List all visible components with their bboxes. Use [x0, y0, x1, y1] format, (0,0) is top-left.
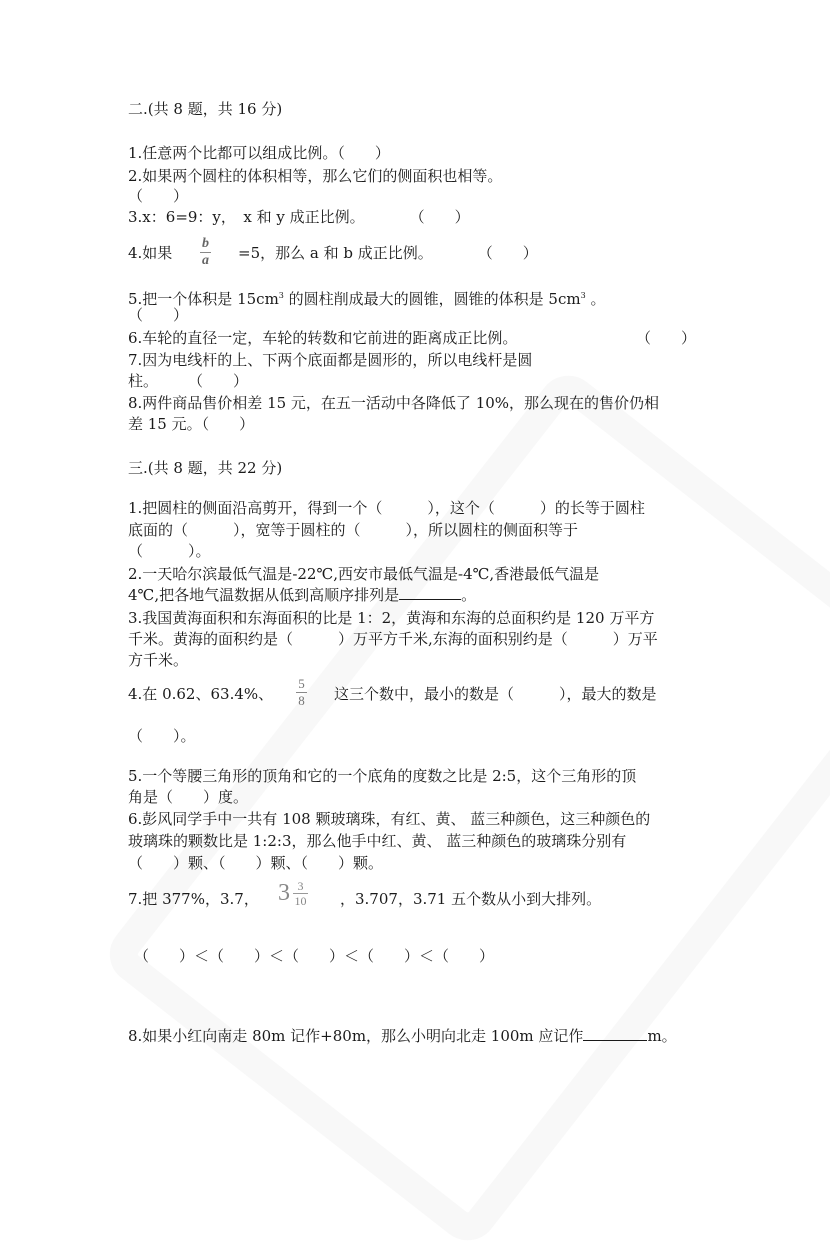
- q2-text: 4℃,把各地气温数据从低到高顺序排列是: [128, 586, 400, 604]
- answer-blank[interactable]: [583, 1026, 647, 1041]
- s2-question-5-line2: （ ）: [128, 306, 189, 324]
- s2-question-6: 6.车轮的直径一定，车轮的转数和它前进的距离成正比例。: [128, 329, 518, 347]
- q8-text: 8.如果小红向南走 80m 记作+80m，那么小明向北走 100m 应记作: [128, 1027, 584, 1045]
- s2-question-5-line1: [128, 285, 605, 310]
- s2-question-8-line1: 8.两件商品售价相差 15 元，在五一活动中各降低了 10%，那么现在的售价仍相: [128, 394, 660, 412]
- s2-question-4-suffix: =5，那么 a 和 b 成正比例。 （ ）: [238, 244, 538, 262]
- s2-question-7-line2: 柱。 （ ）: [128, 372, 249, 390]
- s3-question-6-line3: （ ）颗、（ ）颗、（ ）颗。: [128, 854, 384, 872]
- s3-question-3-line1: 3.我国黄海面积和东海面积的比是 1：2，黄海和东海的总面积约是 120 万平方: [128, 609, 655, 627]
- s3-question-1-line3: （ ）。: [128, 542, 211, 560]
- section-3-heading: 三.(共 8 题，共 22 分): [128, 459, 283, 477]
- s2-question-7-line1: 7.因为电线杆的上、下两个底面都是圆形的，所以电线杆是圆: [128, 351, 533, 369]
- s3-question-7-suffix: ，3.707，3.71 五个数从小到大排列。: [340, 890, 602, 908]
- fraction-numerator: 3: [297, 879, 304, 893]
- q5-sup-2: 3: [580, 291, 586, 300]
- fraction-numerator: 5: [298, 676, 305, 691]
- q8-unit: m。: [647, 1027, 677, 1045]
- mixed-fraction: [293, 880, 308, 907]
- s2-question-2-line2: （ ）: [128, 187, 189, 205]
- s3-question-4-suffix: 这三个数中，最小的数是（ ），最大的数是: [334, 685, 657, 703]
- s3-question-6-line2: 玻璃珠的颗数比是 1:2:3，那么他手中红、黄、 蓝三种颜色的玻璃珠分别有: [128, 832, 627, 850]
- fraction-denominator: 8: [298, 693, 305, 708]
- s3-question-1-line2: 底面的（ ），宽等于圆柱的（ ），所以圆柱的侧面积等于: [128, 521, 579, 539]
- s2-question-1: 1.任意两个比都可以组成比例。（ ）: [128, 144, 390, 162]
- s3-question-7-order: （ ）＜（ ）＜（ ）＜（ ）＜（ ）: [134, 947, 495, 965]
- q5-text-b: 的圆柱削成最大的圆锥，圆锥的体积是 5cm: [283, 290, 581, 308]
- s3-question-6-line1: 6.彭风同学手中一共有 108 颗玻璃珠，有红、黄、 蓝三种颜色，这三种颜色的: [128, 810, 651, 828]
- s3-question-3-line2: 千米。黄海的面积约是（ ）万平方千米,东海的面积别约是（ ）万平: [128, 630, 658, 648]
- s2-question-6-paren: （ ）: [636, 329, 697, 347]
- s3-question-1-line1: 1.把圆柱的侧面沿高剪开，得到一个（ ），这个（ ）的长等于圆柱: [128, 499, 645, 517]
- fraction-b-over-a: [200, 237, 211, 268]
- answer-blank[interactable]: [399, 585, 461, 600]
- section-2-heading: 二.(共 8 题，共 16 分): [128, 100, 283, 118]
- s3-question-5-line2: 角是（ ）度。: [128, 788, 249, 806]
- fraction-denominator: a: [202, 253, 209, 268]
- q5-text-a: 5.把一个体积是 15cm: [128, 290, 279, 308]
- q5-sup-1: 3: [278, 291, 284, 300]
- s2-question-2-line1: 2.如果两个圆柱的体积相等，那么它们的侧面积也相等。: [128, 167, 503, 185]
- s3-question-7-prefix: 7.把 377%，3.7，: [128, 890, 259, 908]
- q2-end: 。: [461, 586, 477, 604]
- s2-question-8-line2: 差 15 元。（ ）: [128, 415, 255, 433]
- fraction-5-over-8: [296, 677, 307, 708]
- s3-question-2-line2: [128, 584, 476, 606]
- s3-question-3-line3: 方千米。: [128, 651, 189, 669]
- s3-question-4-line2: （ ）。: [128, 727, 196, 745]
- s2-question-4-prefix: 4.如果: [128, 244, 173, 262]
- fraction-numerator: b: [202, 236, 209, 251]
- mixed-number-3-3-10: [278, 880, 308, 907]
- mixed-whole: 3: [278, 880, 290, 906]
- s2-question-3: 3.x：6=9：y， x 和 y 成正比例。 （ ）: [128, 208, 470, 226]
- q5-text-c: 。: [585, 290, 606, 308]
- s3-question-8: [128, 1025, 677, 1047]
- s3-question-2-line1: 2.一天哈尔滨最低气温是-22℃,西安市最低气温是-4℃,香港最低气温是: [128, 565, 600, 583]
- s3-question-4-prefix: 4.在 0.62、63.4%、: [128, 685, 274, 703]
- s3-question-5-line1: 5.一个等腰三角形的顶角和它的一个底角的度数之比是 2:5，这个三角形的顶: [128, 767, 637, 785]
- fraction-denominator: 10: [294, 894, 307, 908]
